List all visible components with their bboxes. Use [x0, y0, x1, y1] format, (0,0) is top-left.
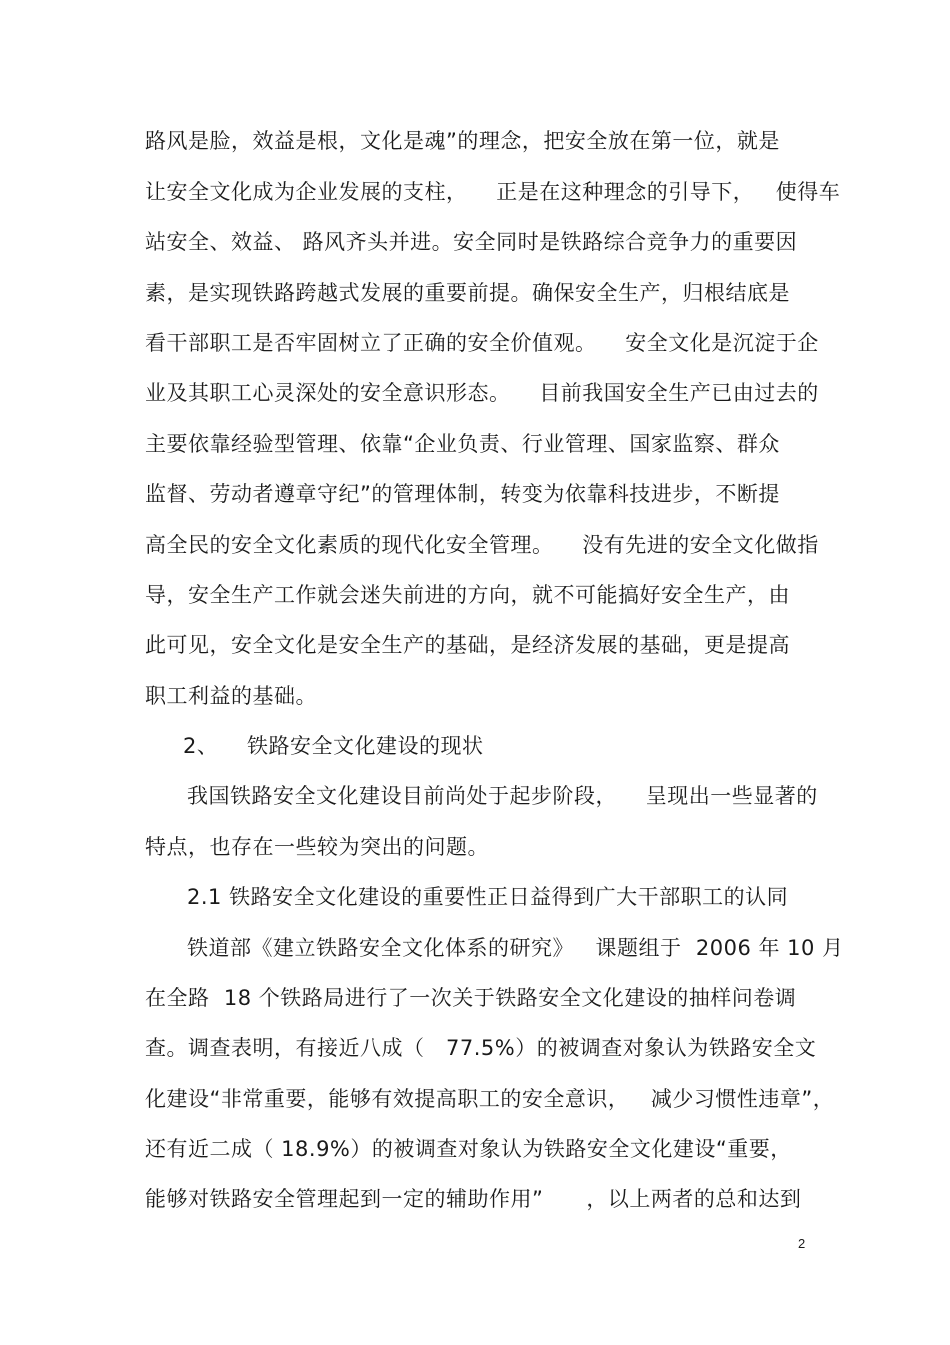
text-line: 特点，也存在一些较为突出的问题。	[145, 835, 489, 859]
text-line: 看干部职工是否牢固树立了正确的安全价值观。 安全文化是沉淀于企	[145, 331, 819, 355]
text-line: 还有近二成（ 18.9%）的被调查对象认为铁路安全文化建设“重要，	[145, 1137, 792, 1161]
text-line: 此可见，安全文化是安全生产的基础，是经济发展的基础，更是提高	[145, 633, 790, 657]
section-heading: 2、 铁路安全文化建设的现状	[183, 734, 484, 758]
text-line: 查。调查表明，有接近八成（ 77.5%）的被调查对象认为铁路安全文	[145, 1036, 817, 1060]
page-number: 2	[798, 1236, 806, 1251]
text-line: 化建设“非常重要，能够有效提高职工的安全意识， 减少习惯性违章”，	[145, 1087, 835, 1111]
text-line: 在全路 18 个铁路局进行了一次关于铁路安全文化建设的抽样问卷调	[145, 986, 797, 1010]
text-line: 素，是实现铁路跨越式发展的重要前提。确保安全生产，归根结底是	[145, 281, 790, 305]
text-line: 高全民的安全文化素质的现代化安全管理。 没有先进的安全文化做指	[145, 533, 819, 557]
text-line: 让安全文化成为企业发展的支柱， 正是在这种理念的引导下， 使得车	[145, 180, 841, 204]
subsection-heading: 2.1 铁路安全文化建设的重要性正日益得到广大干部职工的认同	[187, 885, 789, 909]
text-line: 能够对铁路安全管理起到一定的辅助作用” ，以上两者的总和达到	[145, 1187, 802, 1211]
text-line: 路风是脸，效益是根，文化是魂”的理念，把安全放在第一位，就是	[145, 129, 780, 153]
text-line: 职工利益的基础。	[145, 684, 317, 708]
text-line: 主要依靠经验型管理、依靠“企业负责、行业管理、国家监察、群众	[145, 432, 780, 456]
text-line: 站安全、效益、 路风齐头并进。安全同时是铁路综合竞争力的重要因	[145, 230, 798, 254]
text-line: 导，安全生产工作就会迷失前进的方向，就不可能搞好安全生产，由	[145, 583, 790, 607]
text-line: 业及其职工心灵深处的安全意识形态。 目前我国安全生产已由过去的	[145, 381, 819, 405]
text-line: 铁道部《建立铁路安全文化体系的研究》 课题组于 2006 年 10 月	[187, 936, 844, 960]
text-line: 我国铁路安全文化建设目前尚处于起步阶段， 呈现出一些显著的	[187, 784, 818, 808]
text-line: 监督、劳动者遵章守纪”的管理体制，转变为依靠科技进步，不断提	[145, 482, 780, 506]
